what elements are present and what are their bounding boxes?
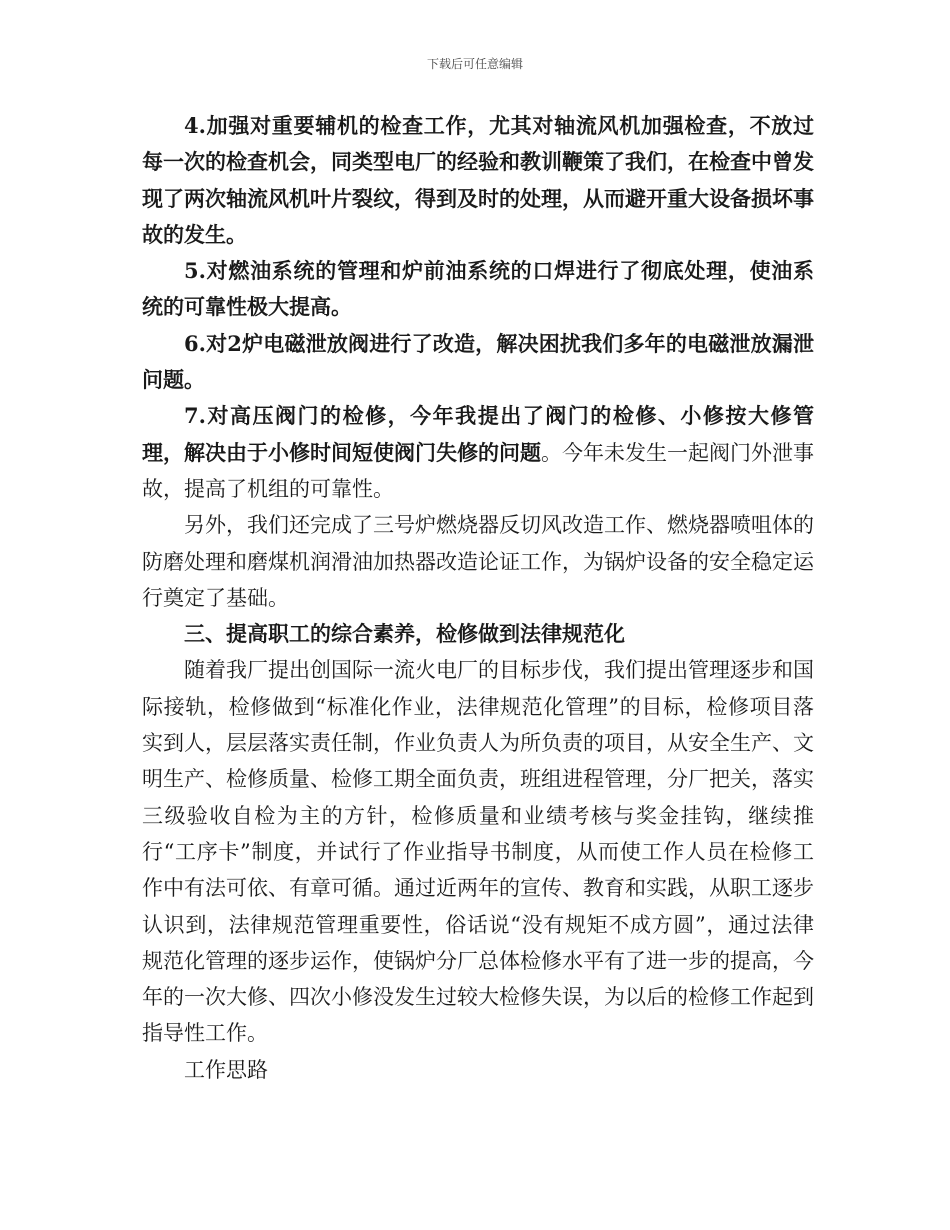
next-section-heading: 工作思路 — [184, 1057, 268, 1082]
paragraph-item-4: 4.加强对重要辅机的检查工作，尤其对轴流风机加强检查，不放过每一次的检查机会，同类型电厂的经验和教训鞭策了我们，在检查中曾发现了两次轴流风机叶片裂纹，得到及时的处理，从而避开重大设备损坏事故的发生。 — [142, 113, 814, 247]
paragraph-other-work: 另外，我们还完成了三号炉燃烧器反切风改造工作、燃烧器喷咀体的防磨处理和磨煤机润滑油加热器改造论证工作，为锅炉设备的安全稳定运行奠定了基础。 — [142, 513, 814, 610]
paragraph-item-5: 5.对燃油系统的管理和炉前油系统的口焊进行了彻底处理，使油系统的可靠性极大提高。 — [142, 258, 814, 320]
paragraph-item-7 — [142, 398, 814, 507]
paragraph-item-6: 6.对2炉电磁泄放阀进行了改造，解决困扰我们多年的电磁泄放漏泄问题。 — [142, 330, 814, 393]
document-body — [142, 108, 814, 1088]
page-header: 下载后可任意编辑 — [426, 57, 523, 71]
section-3-paragraph: 随着我厂提出创国际一流火电厂的目标步伐，我们提出管理逐步和国际接轨，检修做到“标准化作业，法律规范化管理”的目标，检修项目落实到人，层层落实责任制，作业负责人为所负责的项目，从安全生产、文明生产、检修质量、检修工期全面负责，班组进程管理，分厂把关，落实三级验收自检为主的方针，检修质量和业绩考核与奖金挂钩，继续推行“工序卡”制度，并试行了作业指导书制度，从而使工作人员在检修工作中有法可依、有章可循。通过近两年的宣传、教育和实践，从职工逐步认识到，法律规范管理重要性，俗话说“没有规矩不成方圆”，通过法律规范化管理的逐步运作，使锅炉分厂总体检修水平有了进一步的提高，今年的一次大修、四次小修没发生过较大检修失误，为以后的检修工作起到指导性工作。 — [142, 658, 814, 1046]
section-3-heading: 三、提高职工的综合素养，检修做到法律规范化 — [184, 621, 625, 647]
paragraph-item-7-bold: 7.对高压阀门的检修，今年我提出了阀门的检修、小修按大修管理，解决由于小修时间短使阀门失修的问题 — [142, 403, 814, 465]
paragraph-item-7-normal: 。今年未发生一起阀门外泄事故，提高了机组的可靠性。 — [142, 440, 814, 501]
